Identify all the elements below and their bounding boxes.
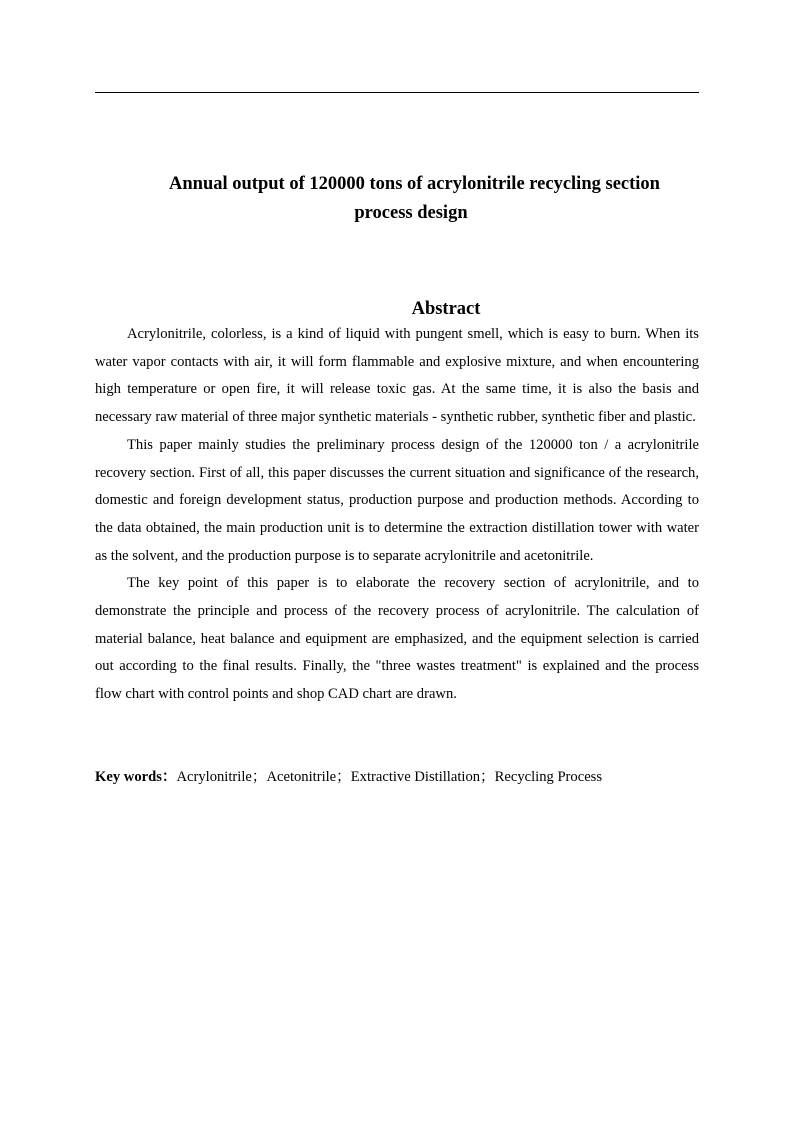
abstract-heading: Abstract [411,299,481,319]
keywords-label: Key words： [95,769,177,785]
title-line-2: process design [354,203,468,223]
abstract-body [95,321,699,709]
document-title [95,170,699,228]
header-rule [95,92,699,93]
keywords-text: Acrylonitrile；Acetonitrile；Extractive Distillation；Recycling Process [176,769,603,785]
abstract-paragraph-1: Acrylonitrile, colorless, is a kind of liquid with pungent smell, which is easy to burn. When its water vapor contacts with air, it will form flammable and explosive mixture, and when encountering high temperature or open fire, it will release toxic gas. At the same time, it is also the basis and necessary raw material of three major synthetic materials - synthetic rubber, synthetic fiber and plastic. [95,326,699,426]
abstract-paragraph-2: This paper mainly studies the preliminary process design of the 120000 ton / a acrylonitrile recovery section. First of all, this paper discusses the current situation and significance of the research, domestic and foreign development status, production purpose and production methods. According to the data obtained, the main production unit is to determine the extraction distillation tower with water as the solvent, and the production purpose is to separate acrylonitrile and acetonitrile. [95,436,699,564]
abstract-paragraph-3: The key point of this paper is to elaborate the recovery section of acrylonitrile, and to demonstrate the principle and process of the recovery process of acrylonitrile. The calculation of material balance, heat balance and equipment are emphasized, and the equipment selection is carried out according to the final results. Finally, the "three wastes treatment" is explained and the process flow chart with control points and shop CAD chart are drawn. [95,575,699,703]
title-line-1: Annual output of 120000 tons of acrylonitrile recycling section [169,174,660,194]
keywords-line [95,766,699,788]
